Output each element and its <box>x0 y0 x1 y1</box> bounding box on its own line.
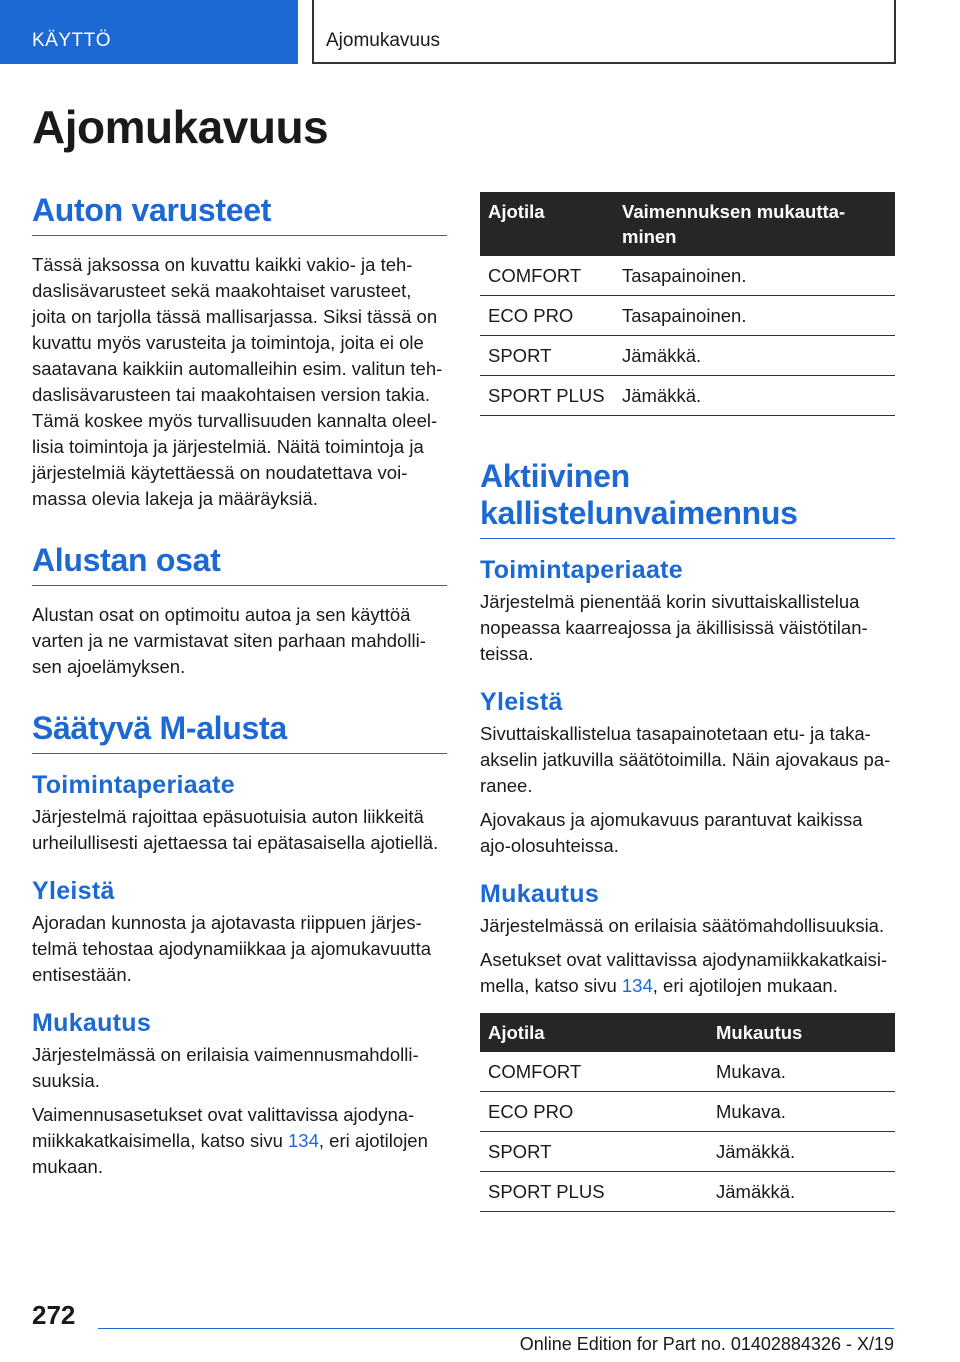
left-column <box>32 192 447 1188</box>
heading-alustan-osat: Alustan osat <box>32 542 447 586</box>
header-title: Ajomukavuus <box>312 0 896 64</box>
page-link-134[interactable]: 134 <box>288 1130 319 1151</box>
table-cell: Mukava. <box>708 1052 895 1092</box>
table-row <box>480 1172 895 1212</box>
table-header: Ajotila <box>480 192 614 256</box>
table-cell: Tasapainoinen. <box>614 256 895 296</box>
table-cell: ECO PRO <box>480 1092 708 1132</box>
table-row <box>480 376 895 416</box>
section-tab[interactable]: KÄYTTÖ <box>0 0 298 64</box>
paragraph-yleista-1: Sivuttaiskallistelua tasapainotetaan etu- ja takaakselin jatkuvilla säätötoimilla. Näin ajovakaus paranee. <box>480 723 891 796</box>
subheading-toimintaperiaate: Toimintaperiaate <box>32 771 235 799</box>
table-cell: COMFORT <box>480 256 614 296</box>
adjustment-table <box>480 1013 895 1212</box>
table-cell: Jämäkkä. <box>614 336 895 376</box>
page-title: Ajomukavuus <box>32 101 329 153</box>
paragraph-varusteet: Tässä jaksossa on kuvattu kaikki vakio- ja tehdaslisävarusteet sekä maakohtaiset varusteet, joita on tarjolla tässä mallisarjassa. Siksi tässä on kuvattu myös varusteita ja toimintoja, joita ei ole saatavana kaikkiin automalleihin esim. valitun tehdaslisävarusteen tai maakohtaisen version takia. Tämä koskee myös turvallisuuden kannalta oleellisia toimintoja ja järjestelmiä. Näitä toimintoja ja järjestelmiä käytettäessä on noudatettava voimassa olevia lakeja ja määräyksiä. <box>32 254 443 509</box>
table-cell: SPORT PLUS <box>480 1172 708 1212</box>
table-cell: ECO PRO <box>480 296 614 336</box>
paragraph-yleista-2: Ajovakaus ja ajomukavuus parantuvat kaikissa ajo-olosuhteissa. <box>480 809 863 856</box>
right-column <box>480 192 895 1212</box>
table-cell: COMFORT <box>480 1052 708 1092</box>
table-cell: Jämäkkä. <box>614 376 895 416</box>
paragraph-toimintaperiaate: Järjestelmä rajoittaa epäsuotuisia auton liikkeitä urheilullisesti ajettaessa tai epätasaisella ajotiellä. <box>32 806 439 853</box>
paragraph-yleista: Ajoradan kunnosta ja ajotavasta riippuen järjestelmä tehostaa ajodynamiikkaa ja ajomukavuutta entisestään. <box>32 912 432 985</box>
table-cell: Jämäkkä. <box>708 1132 895 1172</box>
text-segment: , eri ajotilojen mukaan. <box>32 1130 428 1177</box>
subheading-mukautus: Mukautus <box>480 880 600 908</box>
subheading-yleista: Yleistä <box>32 877 115 905</box>
heading-aktiivinen-kallistelunvaimennus: Aktiivinen kallistelunvaimennus <box>480 458 895 539</box>
table-cell: Jämäkkä. <box>708 1172 895 1212</box>
page-number: 272 <box>32 1300 76 1330</box>
table-row <box>480 1132 895 1172</box>
subheading-mukautus: Mukautus <box>32 1009 152 1037</box>
paragraph-alusta: Alustan osat on optimoitu autoa ja sen käyttöä varten ja ne varmistavat siten parhaan mahdollisen ajoelämyksen. <box>32 604 426 677</box>
paragraph-toimintaperiaate: Järjestelmä pienentää korin sivuttaiskallistelua nopeassa kaarreajossa ja äkillisissä väistötilanteissa. <box>480 591 868 664</box>
damping-table <box>480 192 895 416</box>
table-row <box>480 336 895 376</box>
table-cell: SPORT PLUS <box>480 376 614 416</box>
heading-saatyva-m-alusta: Säätyvä M-alusta <box>32 710 447 754</box>
table-header: Mukautus <box>708 1013 895 1052</box>
table-cell: SPORT <box>480 336 614 376</box>
table-cell: Tasapainoinen. <box>614 296 895 336</box>
heading-auton-varusteet: Auton varusteet <box>32 192 447 236</box>
table-cell: SPORT <box>480 1132 708 1172</box>
paragraph-mukautus-1: Järjestelmässä on erilaisia säätömahdollisuuksia. <box>480 915 885 936</box>
table-row <box>480 256 895 296</box>
table-header: Ajotila <box>480 1013 708 1052</box>
paragraph-mukautus-1: Järjestelmässä on erilaisia vaimennusmahdollisuuksia. <box>32 1044 419 1091</box>
page-link-134[interactable]: 134 <box>621 975 653 996</box>
footer-edition: Online Edition for Part no. 01402884326 - X/19 <box>519 1334 894 1354</box>
paragraph-mukautus-2 <box>32 1102 447 1180</box>
subheading-toimintaperiaate: Toimintaperiaate <box>480 556 683 584</box>
text-segment: Asetukset ovat valittavissa ajodynamiikkakatkaisimella, katso sivu <box>480 949 888 996</box>
table-row <box>480 1092 895 1132</box>
table-row <box>480 1052 895 1092</box>
table-header: Vaimennuksen mukauttaminen <box>614 192 895 256</box>
text-segment: , eri ajotilojen mukaan. <box>652 975 838 996</box>
table-row <box>480 296 895 336</box>
footer-divider <box>98 1328 894 1329</box>
paragraph-mukautus-2 <box>480 947 895 999</box>
table-cell: Mukava. <box>708 1092 895 1132</box>
subheading-yleista: Yleistä <box>480 688 563 716</box>
text-segment: Vaimennusasetukset ovat valittavissa ajodynamiikkakatkaisimella, katso sivu <box>32 1104 415 1151</box>
